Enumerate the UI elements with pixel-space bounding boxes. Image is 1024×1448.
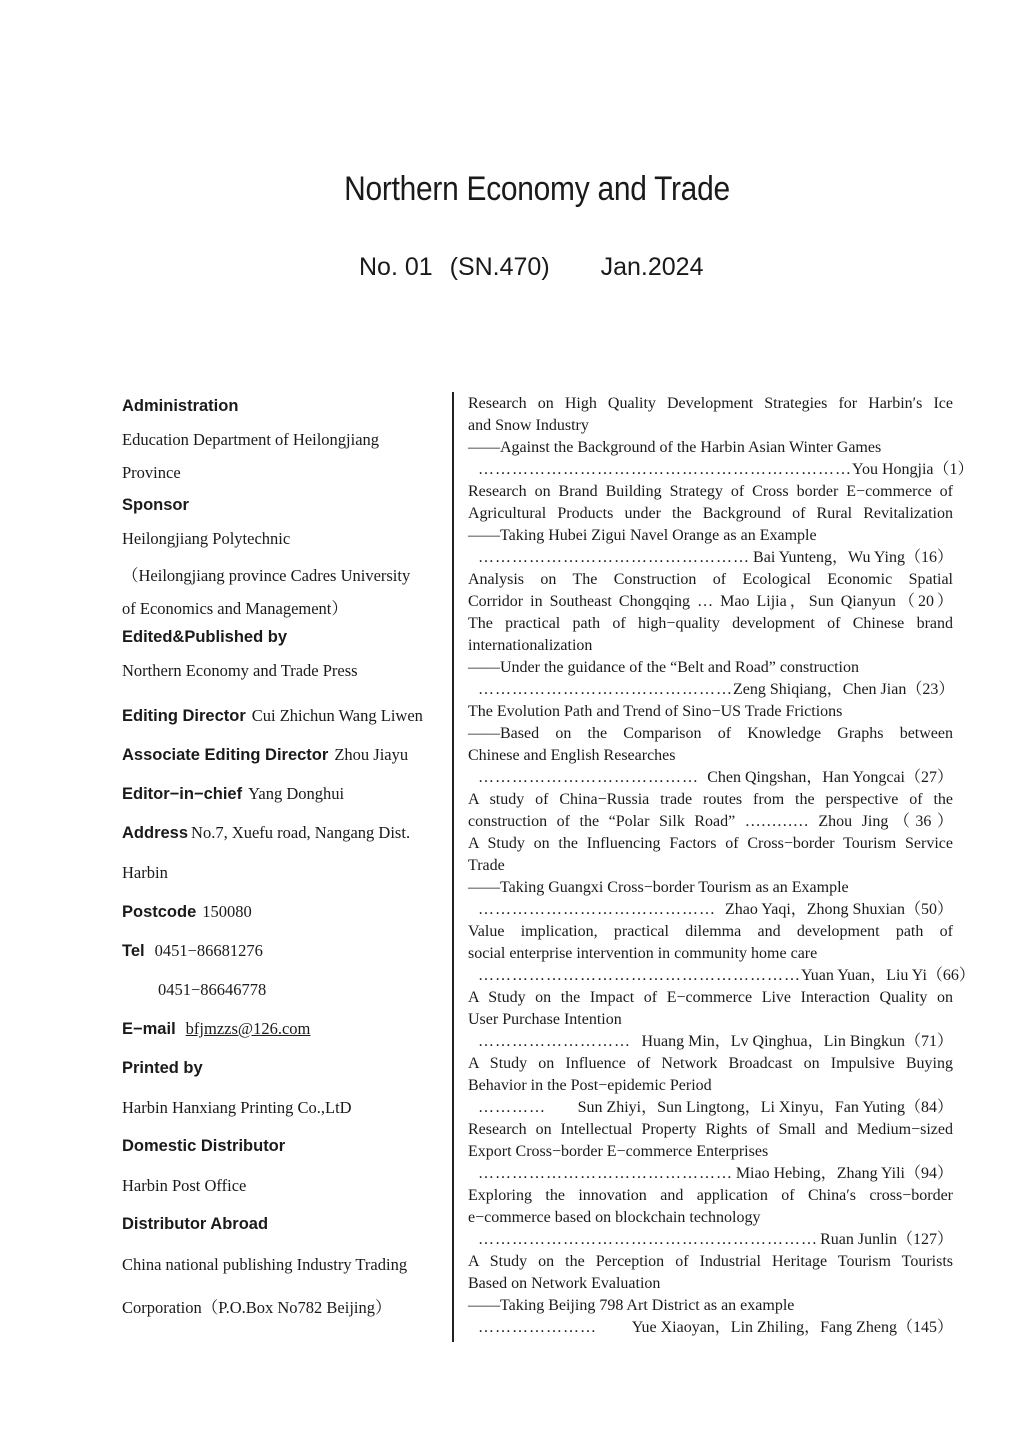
address-value: No.7, Xuefu road, Nangang Dist. bbox=[191, 823, 411, 842]
column-divider bbox=[452, 392, 454, 1342]
distributor-abroad-line1: China national publishing Industry Trading bbox=[122, 1255, 408, 1274]
toc-line: ——Against the Background of the Harbin Asian Winter Games bbox=[468, 439, 882, 456]
sponsor-line3: of Economics and Management） bbox=[122, 599, 348, 618]
toc-line: The practical path of high−quality development of Chinese brand bbox=[468, 615, 953, 632]
toc-line bbox=[468, 1031, 953, 1053]
address-label: Address bbox=[122, 824, 189, 842]
email-link[interactable]: bfjmzzs@126.com bbox=[185, 1019, 311, 1038]
sponsor-line1: Heilongjiang Polytechnic bbox=[122, 529, 291, 548]
associate-editing-director-label: Associate Editing Director bbox=[122, 746, 329, 764]
toc-line bbox=[468, 1097, 953, 1119]
toc-leader-dots: ………………………………………………… bbox=[478, 967, 801, 984]
toc-leader-dots: ………………………………………… bbox=[478, 549, 750, 566]
toc-line: Trade bbox=[468, 857, 505, 874]
toc-leader-dots: ………………… bbox=[478, 1319, 597, 1336]
toc-authors: Chen Qingshan，Han Yongcai（27） bbox=[707, 769, 953, 786]
toc-leader-dots: …………………………………… bbox=[478, 901, 716, 918]
toc-line bbox=[468, 679, 953, 701]
toc-line: internationalization bbox=[468, 637, 593, 654]
editor-in-chief bbox=[122, 784, 344, 804]
toc-line bbox=[468, 1229, 953, 1251]
administration-line1: Education Department of Heilongjiang bbox=[122, 430, 380, 449]
toc-line: Research on High Quality Development Strategies for Harbin′s Ice bbox=[468, 395, 953, 412]
toc-line: ——Under the guidance of the “Belt and Road” construction bbox=[468, 659, 859, 676]
sponsor-label: Sponsor bbox=[122, 496, 189, 514]
associate-editing-director-value: Zhou Jiayu bbox=[334, 745, 409, 764]
email-label: E−mail bbox=[122, 1020, 176, 1038]
toc-line: A Study on Influence of Network Broadcast on Impulsive Buying bbox=[468, 1055, 953, 1072]
issue-date: Jan.2024 bbox=[600, 253, 704, 281]
editor-in-chief-label: Editor−in−chief bbox=[122, 785, 243, 803]
distributor-abroad-line2: Corporation（P.O.Box No782 Beijing） bbox=[122, 1298, 392, 1317]
toc-authors: Zhao Yaqi，Zhong Shuxian（50） bbox=[724, 901, 953, 918]
sponsor-line2: （Heilongjiang province Cadres University bbox=[122, 566, 411, 585]
toc-line: Research on Brand Building Strategy of Cross border E−commerce of bbox=[468, 483, 953, 500]
toc-line bbox=[468, 1317, 953, 1339]
toc-line bbox=[468, 547, 953, 569]
toc-leader-dots: ………… bbox=[478, 1099, 546, 1116]
journal-title: Northern Economy and Trade bbox=[344, 170, 730, 208]
toc-leader-dots: ……………………………………… bbox=[478, 681, 733, 698]
editor-in-chief-value: Yang Donghui bbox=[248, 784, 345, 803]
postcode-value: 150080 bbox=[202, 902, 252, 921]
toc-line: construction of the “Polar Silk Road” ………… Zhou Jing（36） bbox=[468, 813, 953, 830]
issue-number: No. 01 bbox=[359, 253, 433, 281]
associate-editing-director bbox=[122, 745, 408, 765]
administration-label: Administration bbox=[122, 397, 239, 415]
toc-authors: Bai Yunteng，Wu Ying（16） bbox=[753, 549, 953, 566]
toc-line: Behavior in the Post−epidemic Period bbox=[468, 1077, 712, 1094]
toc-line: ——Taking Hubei Zigui Navel Orange as an Example bbox=[468, 527, 817, 544]
toc-line: A study of China−Russia trade routes from the perspective of the bbox=[468, 791, 953, 808]
toc-line: The Evolution Path and Trend of Sino−US Trade Frictions bbox=[468, 703, 843, 720]
toc-line: A Study on the Perception of Industrial Heritage Tourism Tourists bbox=[468, 1253, 953, 1270]
toc-line: Corridor in Southeast Chongqing … Mao Lijia，Sun Qianyun（20） bbox=[468, 593, 953, 610]
toc-authors: Yuan Yuan，Liu Yi（66） bbox=[801, 967, 975, 984]
toc-leader-dots: ………………………………… bbox=[478, 769, 699, 786]
editing-director-value: Cui Zhichun Wang Liwen bbox=[251, 706, 423, 725]
toc-line: Value implication, practical dilemma and development path of bbox=[468, 923, 953, 940]
tel-value1: 0451−86681276 bbox=[154, 941, 263, 960]
issue-line bbox=[359, 253, 704, 282]
publisher-label: Edited&Published by bbox=[122, 628, 288, 646]
table-of-contents bbox=[468, 393, 975, 1339]
toc-line: and Snow Industry bbox=[468, 417, 589, 434]
postcode bbox=[122, 902, 252, 922]
postcode-label: Postcode bbox=[122, 903, 197, 921]
toc-line: ——Taking Beijing 798 Art District as an example bbox=[468, 1297, 795, 1314]
publisher-value: Northern Economy and Trade Press bbox=[122, 661, 358, 680]
administration-line2: Province bbox=[122, 463, 181, 482]
address-line2: Harbin bbox=[122, 863, 168, 882]
toc-leader-dots: ……………………………………… bbox=[478, 1165, 733, 1182]
domestic-distributor-value: Harbin Post Office bbox=[122, 1176, 247, 1195]
tel-label: Tel bbox=[122, 942, 145, 960]
toc-authors: Yue Xiaoyan，Lin Zhiling，Fang Zheng（145） bbox=[631, 1319, 953, 1336]
address bbox=[122, 823, 410, 843]
tel bbox=[122, 941, 263, 961]
toc-line bbox=[468, 767, 953, 789]
toc-leader-dots: ………………………………………………………… bbox=[478, 461, 852, 478]
distributor-abroad-label: Distributor Abroad bbox=[122, 1215, 269, 1233]
toc-line: Export Cross−border E−commerce Enterprises bbox=[468, 1143, 769, 1160]
toc-authors: Zeng Shiqiang，Chen Jian（23） bbox=[733, 681, 955, 698]
toc-line: Based on Network Evaluation bbox=[468, 1275, 661, 1292]
toc-authors: Huang Min，Lv Qinghua，Lin Bingkun（71） bbox=[641, 1033, 953, 1050]
tel-value2: 0451−86646778 bbox=[158, 980, 267, 999]
toc-line bbox=[468, 965, 975, 987]
toc-line: Research on Intellectual Property Rights of Small and Medium−sized bbox=[468, 1121, 953, 1138]
toc-line: social enterprise intervention in community home care bbox=[468, 945, 818, 962]
toc-line: User Purchase Intention bbox=[468, 1011, 622, 1028]
toc-line: A Study on the Impact of E−commerce Live Interaction Quality on bbox=[468, 989, 953, 1006]
toc-line: ——Taking Guangxi Cross−border Tourism as an Example bbox=[468, 879, 849, 896]
toc-line: Exploring the innovation and application of China′s cross−border bbox=[468, 1187, 953, 1204]
printed-by-value: Harbin Hanxiang Printing Co.,LtD bbox=[122, 1098, 352, 1117]
serial-number: (SN.470) bbox=[449, 253, 550, 281]
email bbox=[122, 1019, 310, 1039]
toc-line: ——Based on the Comparison of Knowledge Graphs between bbox=[468, 725, 953, 742]
toc-line: e−commerce based on blockchain technology bbox=[468, 1209, 761, 1226]
toc-line: Chinese and English Researches bbox=[468, 747, 676, 764]
toc-authors: Sun Zhiyi，Sun Lingtong，Li Xinyu，Fan Yuting（84） bbox=[577, 1099, 953, 1116]
toc-leader-dots: ……………………… bbox=[478, 1033, 631, 1050]
toc-line: A Study on the Influencing Factors of Cross−border Tourism Service bbox=[468, 835, 953, 852]
editing-director bbox=[122, 706, 423, 726]
toc-line: Analysis on The Construction of Ecological Economic Spatial bbox=[468, 571, 953, 588]
printed-by-label: Printed by bbox=[122, 1059, 203, 1077]
toc-line: Agricultural Products under the Background of Rural Revitalization bbox=[468, 505, 953, 522]
toc-authors: Ruan Junlin（127） bbox=[820, 1231, 953, 1248]
toc-line bbox=[468, 459, 974, 481]
toc-authors: Miao Hebing，Zhang Yili（94） bbox=[735, 1165, 953, 1182]
toc-line bbox=[468, 1163, 953, 1185]
toc-authors: You Hongjia（1） bbox=[852, 461, 974, 478]
toc-line bbox=[468, 899, 953, 921]
editing-director-label: Editing Director bbox=[122, 707, 246, 725]
domestic-distributor-label: Domestic Distributor bbox=[122, 1137, 286, 1155]
toc-leader-dots: …………………………………………………… bbox=[478, 1231, 818, 1248]
